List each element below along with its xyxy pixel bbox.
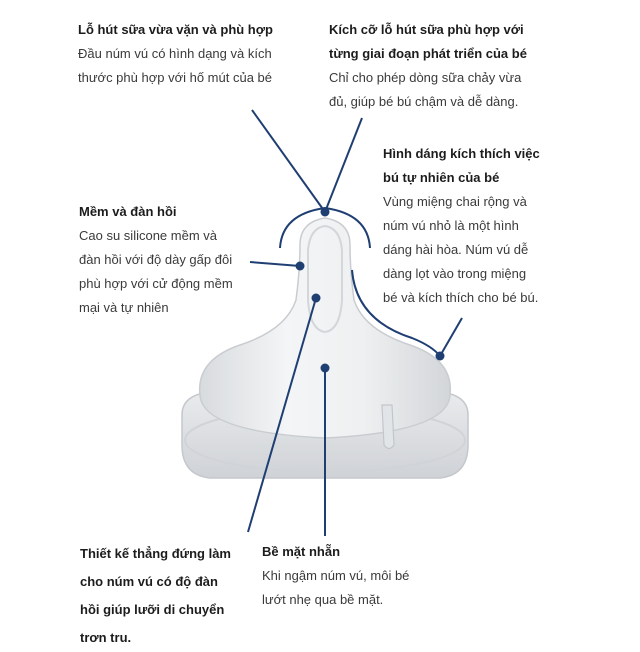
annotation-title: Lỗ hút sữa vừa vặn và phù hợp [78, 22, 273, 37]
annotation-title: Kích cỡ lỗ hút sữa phù hợp với từng giai đoạn phát triển của bé [329, 22, 527, 61]
annotation-smooth-surface [262, 540, 472, 612]
anchor-dot-6 [321, 364, 330, 373]
leader-line-2 [325, 118, 362, 212]
annotation-body: Cao su silicone mềm và đàn hồi với độ dày gấp đôi phù hợp với cử động mềm mại và tự nhiên [79, 228, 233, 315]
annotation-body: Đầu núm vú có hình dạng và kích thước phù hợp với hố mút của bé [78, 46, 272, 85]
annotation-title: Mềm và đàn hồi [79, 204, 177, 219]
annotation-vertical-design [80, 540, 280, 652]
annotation-hole-size [329, 18, 579, 114]
annotation-soft-elastic [79, 200, 284, 320]
anchor-dot-4 [296, 262, 305, 271]
leader-line-3 [440, 318, 462, 356]
air-vent [382, 405, 394, 449]
anchor-dot-5 [312, 294, 321, 303]
annotation-title: Bề mặt nhẵn [262, 544, 341, 559]
annotation-title: Thiết kế thẳng đứng làm cho núm vú có độ đàn hồi giúp lưỡi di chuyển trơn tru. [80, 546, 231, 645]
annotation-suction-hole [78, 18, 310, 90]
annotation-body: Khi ngậm núm vú, môi bé lướt nhẹ qua bề mặt. [262, 568, 410, 607]
annotation-body: Chỉ cho phép dòng sữa chảy vừa đủ, giúp bé bú chậm và dễ dàng. [329, 70, 522, 109]
anchor-dot-3 [436, 352, 445, 361]
annotation-title: Hình dáng kích thích việc bú tự nhiên của bé [383, 146, 540, 185]
leader-line-1 [252, 110, 325, 212]
annotation-natural-shape [383, 142, 583, 310]
annotation-body: Vùng miệng chai rộng và núm vú nhỏ là một hình dáng hài hòa. Núm vú dễ dàng lọt vào trong miệng bé và kích thích cho bé bú. [383, 194, 539, 305]
anchor-dot-1 [321, 208, 330, 217]
